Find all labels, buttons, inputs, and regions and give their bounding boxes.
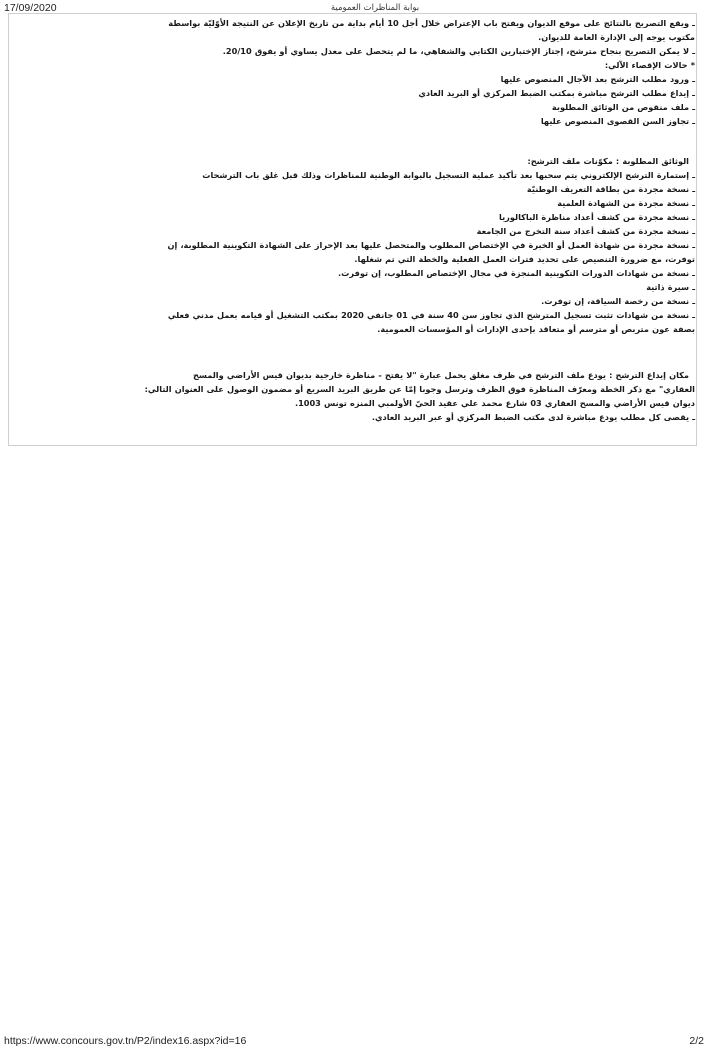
page-header-title: بوابة المناظرات العمومية: [330, 3, 420, 13]
text-line: ـ ورود مطلب الترشح بعد الآجال المنصوص عليها: [500, 74, 695, 84]
text-line: ـ إيداع مطلب الترشح مباشرة بمكتب الضبط المركزي أو البريد العادي: [418, 88, 695, 98]
text-line: ـ نسخة من رخصة السياقة، إن توفرت.: [541, 296, 695, 306]
text-line: ـ نسخة مجردة من الشهادة العلمية: [557, 198, 695, 208]
text-line: ـ نسخة مجردة من بطاقة التعريف الوطنيّة: [526, 184, 695, 194]
text-line: ـ نسخة من شهادات تثبت تسجيل المترشح الذي تجاوز سن 40 سنة في 01 جانفي 2020 بمكتب التشغيل أو قيامه بعمل مدني فعلي: [167, 310, 695, 320]
document-body: [15, 16, 695, 424]
text-line: ـ لا يمكن التصريح بنجاح مترشح، إجتاز الإختبارين الكتابي والشفاهي، ما لم يتحصل على معدل يساوي أو يفوق 20/10.: [222, 46, 695, 56]
text-line: توفرت، مع ضرورة التنصيص على تحديد فترات العمل الفعلية والخطة التي تم شغلها.: [354, 254, 695, 264]
required-documents-section: [15, 154, 695, 336]
text-line: مكتوب يوجه إلى الإدارة العامة للديوان.: [538, 32, 695, 42]
page-url: https://www.concours.gov.tn/P2/index16.aspx?id=16: [4, 1035, 247, 1047]
text-line: ـ نسخة مجردة من كشف أعداد سنة التخرج من الجامعة: [476, 226, 695, 236]
text-line: * حالات الإقصاء الآلي:: [604, 60, 695, 70]
text-line: ـ نسخة مجردة من شهادة العمل أو الخبرة في الإختصاص المطلوب والمتحصل عليها بعد الإحراز على الشهادة التكوينية المطلوبة، إن: [167, 240, 695, 250]
text-line: ـ نسخة من شهادات الدورات التكوينية المنجزة في مجال الإختصاص المطلوب، إن توفرت.: [338, 268, 695, 278]
page-number: 2/2: [689, 1035, 704, 1047]
text-line: ـ نسخة مجردة من كشف أعداد مناظرة الباكالوريا: [499, 212, 695, 222]
submission-section: [15, 368, 695, 424]
section-heading: مكان إيداع الترشح : يودع ملف الترشح في ظرف مغلق يحمل عبارة "لا يفتح - مناظرة خارجية بديوان قيس الأراضي والمسح: [193, 370, 689, 380]
text-line: ـ سيرة ذاتية: [646, 282, 695, 292]
text-line: ديوان قيس الأراضي والمسح العقاري 03 شارع محمد علي عقيد الحيّ الأولمبي المنزه تونس 1003.: [294, 398, 695, 408]
text-line: ـ ويقع التصريح بالنتائج على موقع الديوان ويفتح باب الإعتراض خلال أجل 10 أيام بداية من تاريخ الإعلان عن النتيجة الأوّليّة بواسطة: [168, 18, 695, 28]
text-line: ـ ملف منقوص من الوثائق المطلوبة: [551, 102, 695, 112]
section-heading: الوثائق المطلوبة : مكوّنات ملف الترشح:: [527, 156, 689, 166]
text-line: ـ تجاوز السن القصوى المنصوص عليها: [540, 116, 695, 126]
text-line: العقاري" مع ذكر الخطة ومعرّف المناظرة فوق الظرف وترسل وجوبا إمّا عن طريق البريد السريع أو مضمون الوصول على العنوان التالي:: [144, 384, 695, 394]
results-section: [15, 16, 695, 128]
text-line: بصفة عون متربص أو مترسم أو متعاقد بإحدى الإدارات أو المؤسسات العمومية.: [377, 324, 695, 334]
text-line: ـ يقصى كل مطلب يودع مباشرة لدى مكتب الضبط المركزي أو عبر البريد العادي.: [371, 412, 695, 422]
text-line: ـ إستمارة الترشح الإلكتروني يتم سحبها بعد تأكيد عملية التسجيل بالبوابة الوطنية للمناظرات وذلك قبل غلق باب الترشحات: [202, 170, 695, 180]
print-date: 17/09/2020: [4, 2, 57, 14]
